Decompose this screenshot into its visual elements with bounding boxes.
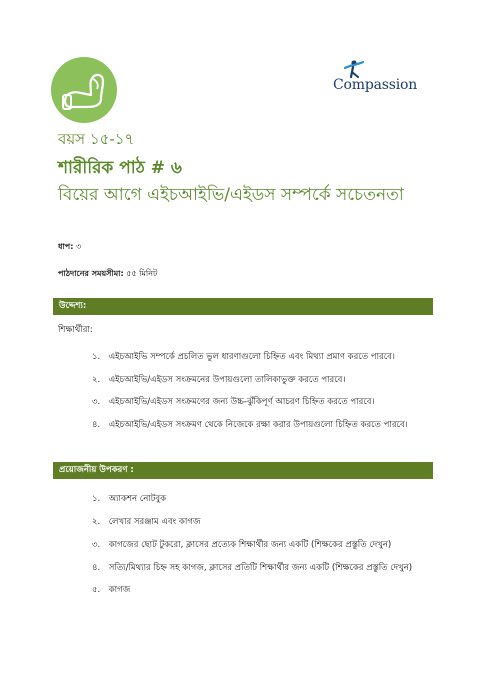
list-item — [92, 418, 408, 432]
brand-name: Compassion — [333, 77, 418, 93]
age-range: বয়স ১৫-১৭ — [58, 130, 135, 148]
level-label: ধাপ: — [58, 242, 74, 251]
level-line — [58, 241, 81, 254]
flexed-arm-icon — [51, 57, 117, 123]
compassion-figure-icon — [343, 60, 365, 78]
list-item — [92, 561, 412, 575]
level-value: ৩ — [75, 242, 82, 251]
duration-line — [58, 268, 157, 281]
list-item-text: এইচআইভি/এইডস সংক্রমণ থেকে নিজেকে রক্ষা করার উপায়গুলো চিহ্নিত করতে পারবে। — [108, 420, 408, 430]
duration-value: ৫৫ মিনিট — [126, 269, 158, 278]
list-item — [92, 350, 395, 364]
list-item-number: ৩. — [92, 540, 101, 550]
list-item-text: এইচআইভি সম্পর্কে প্রচলিত ভুল ধারণাগুলো চিহ্নিত এবং মিথ্যা প্রমাণ করতে পারবে। — [108, 352, 395, 362]
list-item-text: এইচআইভি/এইডস সংক্রমনের উপায়গুলো তালিকাভুক্ত করতে পারবে। — [108, 375, 346, 385]
list-item-number: ১. — [92, 494, 101, 504]
list-item-number: ১. — [92, 352, 101, 362]
list-item — [92, 492, 166, 506]
physical-lesson-logo — [51, 57, 117, 123]
list-item-text: কাগজ — [108, 585, 131, 595]
compassion-logo — [333, 60, 433, 100]
list-item — [92, 583, 130, 597]
list-item-text: অ্যাকশন নোটবুক — [108, 494, 167, 504]
objectives-intro: শিক্ষার্থীরা: — [58, 325, 93, 335]
materials-heading: প্রয়োজনীয় উপকরণ : — [53, 462, 433, 479]
list-item-number: ৪. — [92, 563, 101, 573]
list-item-text: এইচআইভি/এইডস সংক্রমণের জন্য উচ্চ-ঝুঁকিপূর্ণ আচরণ চিহ্নিত করতে পারবে। — [108, 397, 375, 407]
list-item — [92, 515, 201, 529]
lesson-number: শারীরিক পাঠ # ৬ — [58, 158, 182, 178]
list-item-text: সত্যি/মিথ্যার চিহ্ন সহ কাগজ, ক্লাসের প্রতিটি শিক্ষার্থীর জন্য একটি (শিক্ষকের প্রস্তুতি দেখুন) — [108, 563, 413, 573]
page-title: বিয়ের আগে এইচআইভি/এইডস সম্পর্কে সচেতনতা — [58, 185, 404, 205]
list-item-text: কাগজের ছোট টুকরো, ক্লাসের প্রত্যেক শিক্ষার্থীর জন্য একটি (শিক্ষকের প্রস্তুতি দেখুন) — [108, 540, 392, 550]
objectives-heading: উদ্দেশ্য: — [53, 298, 433, 315]
duration-label: পাঠদানের সময়সীমা: — [58, 269, 124, 278]
list-item-number: ৪. — [92, 420, 101, 430]
list-item-number: ২. — [92, 517, 101, 527]
list-item-number: ৩. — [92, 397, 101, 407]
list-item-number: ৫. — [92, 585, 101, 595]
list-item — [92, 373, 345, 387]
list-item-number: ২. — [92, 375, 101, 385]
list-item — [92, 395, 375, 409]
list-item — [92, 538, 391, 552]
list-item-text: লেখার সরঞ্জাম এবং কাগজ — [108, 517, 201, 527]
